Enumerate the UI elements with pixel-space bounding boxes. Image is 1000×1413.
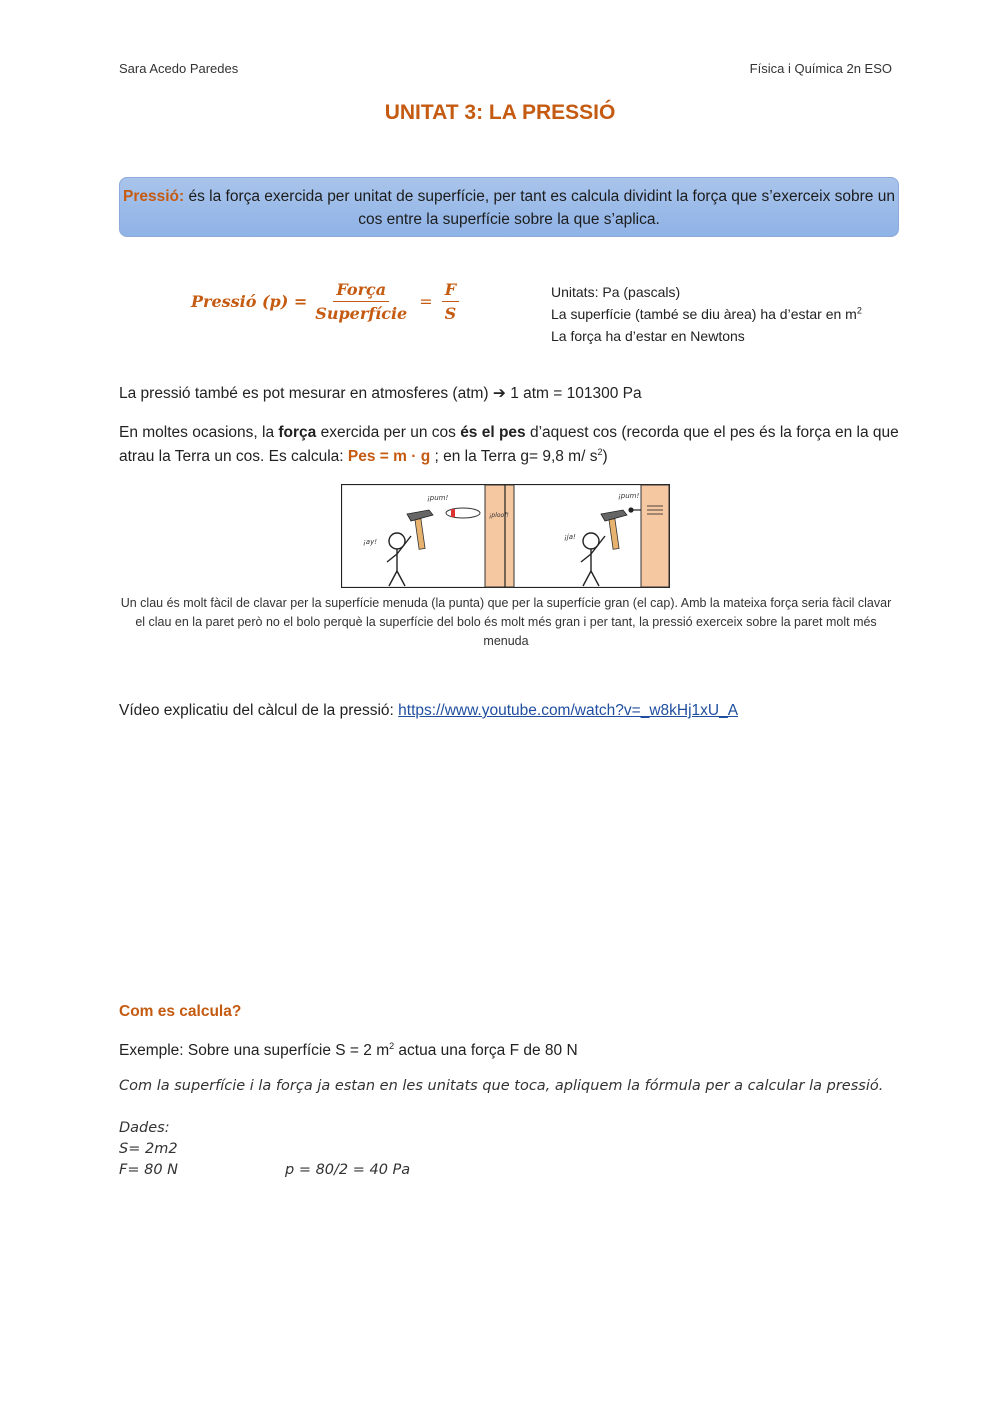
- formula-lhs: Pressió (p) =: [191, 292, 308, 311]
- weight-formula: Pes = m · g: [347, 448, 431, 465]
- nail-bowling-pin-illustration: [341, 484, 670, 588]
- solution-intro: Com la superfície i la força ja estan en les unitats que toca, apliquem la fórmula per a calcular la pressió.: [119, 1078, 884, 1094]
- pressure-formula: [191, 280, 464, 323]
- formula-fraction-words: [312, 280, 410, 323]
- definition-term: Pressió:: [123, 188, 185, 205]
- illustration-caption: Un clau és molt fàcil de clavar per la superfície menuda (la punta) que per la superfície gran (el cap). Amb la mateixa força seria fàcil clavar el clau en la paret però no el bolo perquè la superfície del bolo és molt més gran i per tant, la pressió exerceix sobre la paret molt més menuda: [120, 596, 892, 648]
- formula-numerator-symbol: F: [442, 280, 459, 302]
- solution-force: F= 80 N: [119, 1162, 179, 1178]
- header-author: Sara Acedo Paredes: [119, 61, 239, 76]
- solution-dades: Dades:: [119, 1120, 170, 1136]
- bowling-pin-icon: [446, 508, 480, 518]
- example-paragraph: Exemple: Sobre una superfície S = 2 $m^2$ actua una força F de 80 N: [119, 1040, 578, 1059]
- wall-left: [485, 485, 514, 587]
- solution-result: p = 80/2 = 40 Pa: [285, 1162, 411, 1178]
- header-course: Física i Química 2n ESO: [749, 61, 892, 76]
- formula-fraction-symbols: [442, 280, 460, 323]
- sound-ay: ¡ay!: [363, 538, 378, 546]
- sound-pum-right: ¡pum!: [618, 492, 640, 500]
- sound-pum-left: ¡pum!: [427, 494, 449, 502]
- wall-right: [641, 485, 669, 587]
- formula-equals: =: [419, 292, 433, 311]
- solution-surface: S= 2m2: [119, 1141, 178, 1157]
- sound-plof: ¡ploof!: [489, 512, 509, 519]
- page-title: UNITAT 3: LA PRESSIÓ: [384, 101, 616, 124]
- definition-text: és la força exercida per unitat de superfície, per tant es calcula dividint la força que s’exerceix sobre un cos entre la superfície sobre la que s’aplica.: [188, 188, 895, 228]
- formula-denominator-symbol: S: [444, 304, 457, 323]
- units-notes: [551, 281, 862, 347]
- video-paragraph: [119, 699, 899, 723]
- video-label: Vídeo explicatiu del càlcul de la pressió:: [119, 702, 399, 719]
- sound-ja: ¡ja!: [564, 533, 576, 541]
- units-line-2: La superfície (també se diu àrea) ha d’estar en $m^2$: [551, 305, 862, 322]
- atm-paragraph: La pressió també es pot mesurar en atmosferes (atm) ➔ 1 atm = 101300 Pa: [119, 385, 642, 402]
- section-heading: Com es calcula?: [119, 1003, 242, 1020]
- formula-denominator-word: Superfície: [315, 304, 408, 323]
- video-link[interactable]: https://www.youtube.com/watch?v=_w8kHj1xU_A: [398, 702, 739, 719]
- units-line-3: La força ha d’estar en Newtons: [551, 328, 745, 344]
- weight-paragraph: En moltes ocasions, la força exercida per un cos és el pes d’aquest cos (recorda que el pes és la força en la que atrau la Terra un cos. Es calcula: Pes = m · g ; en la Terra g= 9,8 m/ $s^2$): [119, 424, 899, 465]
- definition-box: [119, 177, 899, 237]
- arrow-icon: ➔: [492, 385, 506, 402]
- units-line-1: Unitats: Pa (pascals): [551, 284, 681, 300]
- formula-numerator-word: Força: [333, 280, 389, 302]
